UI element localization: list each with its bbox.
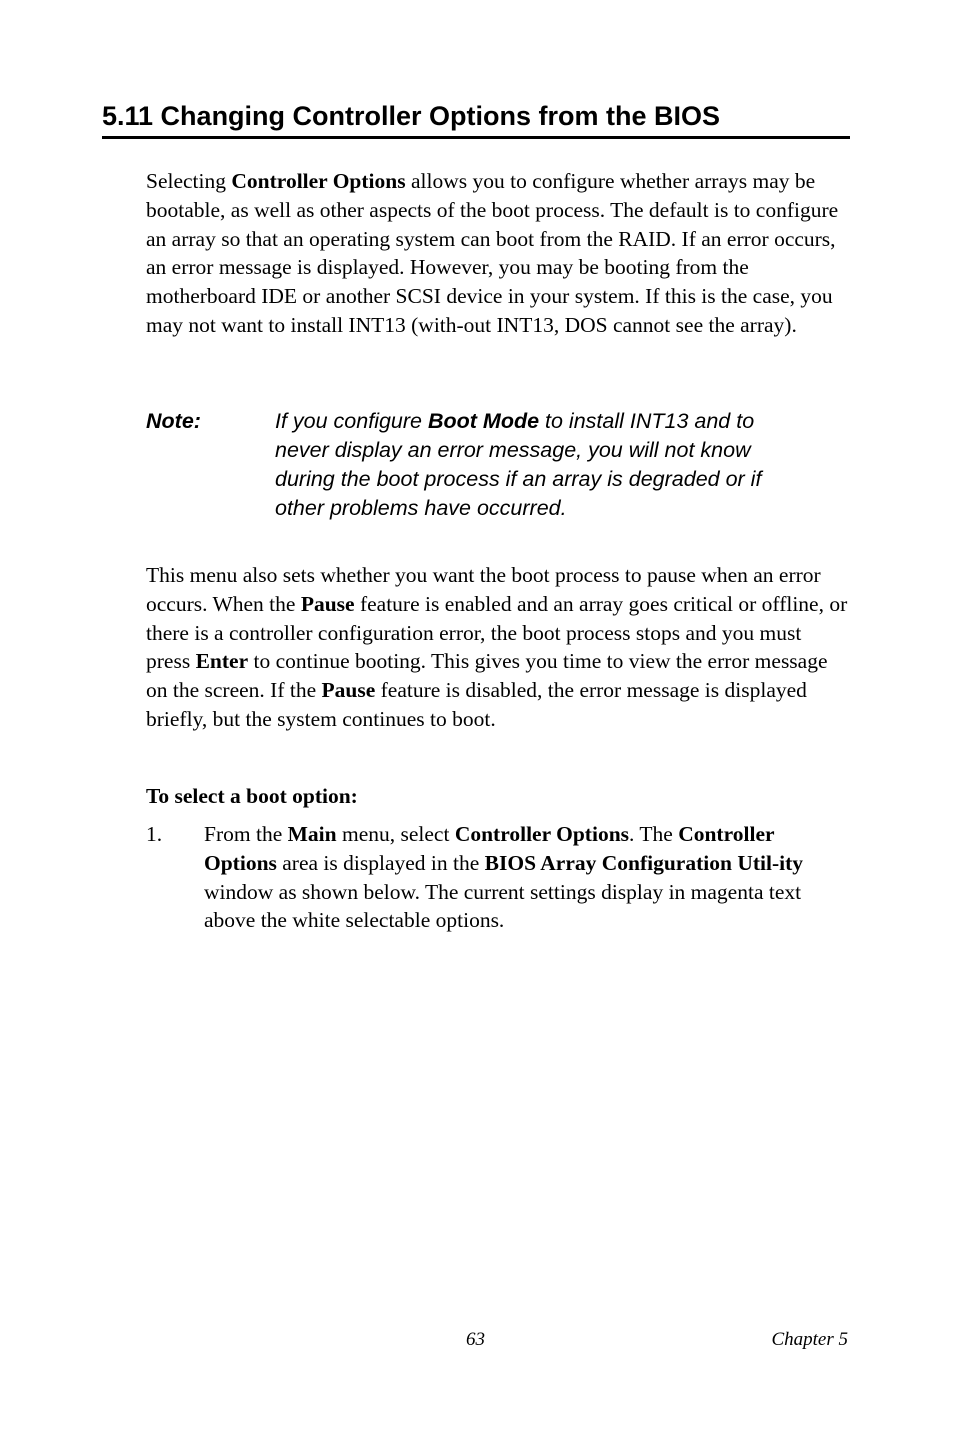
step-bold-controller-options-2: Controller Options bbox=[204, 822, 775, 875]
pause-bold-enter: Enter bbox=[195, 649, 249, 674]
note-text-2: to install INT13 and to never display an error message, you will not know during the boot process if an array is degraded or if other problems have occurred. bbox=[275, 409, 762, 520]
step-text bbox=[204, 820, 850, 935]
intro-text-1: Selecting bbox=[146, 169, 232, 193]
step-bold-controller-options-1: Controller Options bbox=[454, 822, 630, 846]
step-bold-bios-utility: BIOS Array Configuration Util-ity bbox=[484, 850, 803, 875]
procedure-title: To select a boot option: bbox=[146, 784, 358, 808]
pause-text-3: to continue booting. This gives you time to view the error message on the screen. If the bbox=[146, 649, 828, 703]
step-number: 1. bbox=[146, 822, 163, 846]
page-number: 63 bbox=[466, 1329, 485, 1350]
step-text-4: area is displayed in the bbox=[276, 850, 485, 875]
step-text-1: From the bbox=[204, 822, 288, 846]
intro-paragraph bbox=[146, 167, 850, 340]
section-heading: 5.11 Changing Controller Options from the BIOS bbox=[102, 98, 850, 139]
pause-paragraph bbox=[146, 561, 850, 734]
note-label: Note: bbox=[146, 409, 201, 433]
step-bold-main: Main bbox=[287, 822, 337, 846]
step-text-3: . The bbox=[629, 822, 679, 846]
pause-text-1: This menu also sets whether you want the boot process to pause when an error occurs. When the bbox=[146, 563, 821, 616]
step-text-5: window as shown below. The current settings display in magenta text above the white selectable options. bbox=[204, 879, 802, 933]
note-text bbox=[275, 407, 795, 523]
intro-text-2: allows you to configure whether arrays may be bootable, as well as other aspects of the boot process. The default is to configure an array so that an operating system can boot from the RAID. If an error occurs, an error message is displayed. However, you may be booting from the motherboard IDE or another SCSI device in your system. If this is the case, you may not want to install INT13 (with-out INT13, DOS cannot see the array). bbox=[146, 169, 839, 337]
note-bold-boot-mode: Boot Mode bbox=[427, 409, 540, 433]
step-text-2: menu, select bbox=[336, 822, 455, 846]
pause-bold-1: Pause bbox=[300, 591, 355, 616]
pause-text-4: feature is disabled, the error message is displayed briefly, but the system continues to boot. bbox=[146, 678, 807, 731]
pause-bold-2: Pause bbox=[321, 678, 376, 703]
note-text-1: If you configure bbox=[275, 409, 428, 433]
chapter-label: Chapter 5 bbox=[771, 1329, 848, 1350]
pause-text-2: feature is enabled and an array goes critical or offline, or there is a controller configuration error, the boot process stops and you must press bbox=[146, 591, 848, 674]
intro-bold-controller-options: Controller Options bbox=[231, 169, 406, 193]
